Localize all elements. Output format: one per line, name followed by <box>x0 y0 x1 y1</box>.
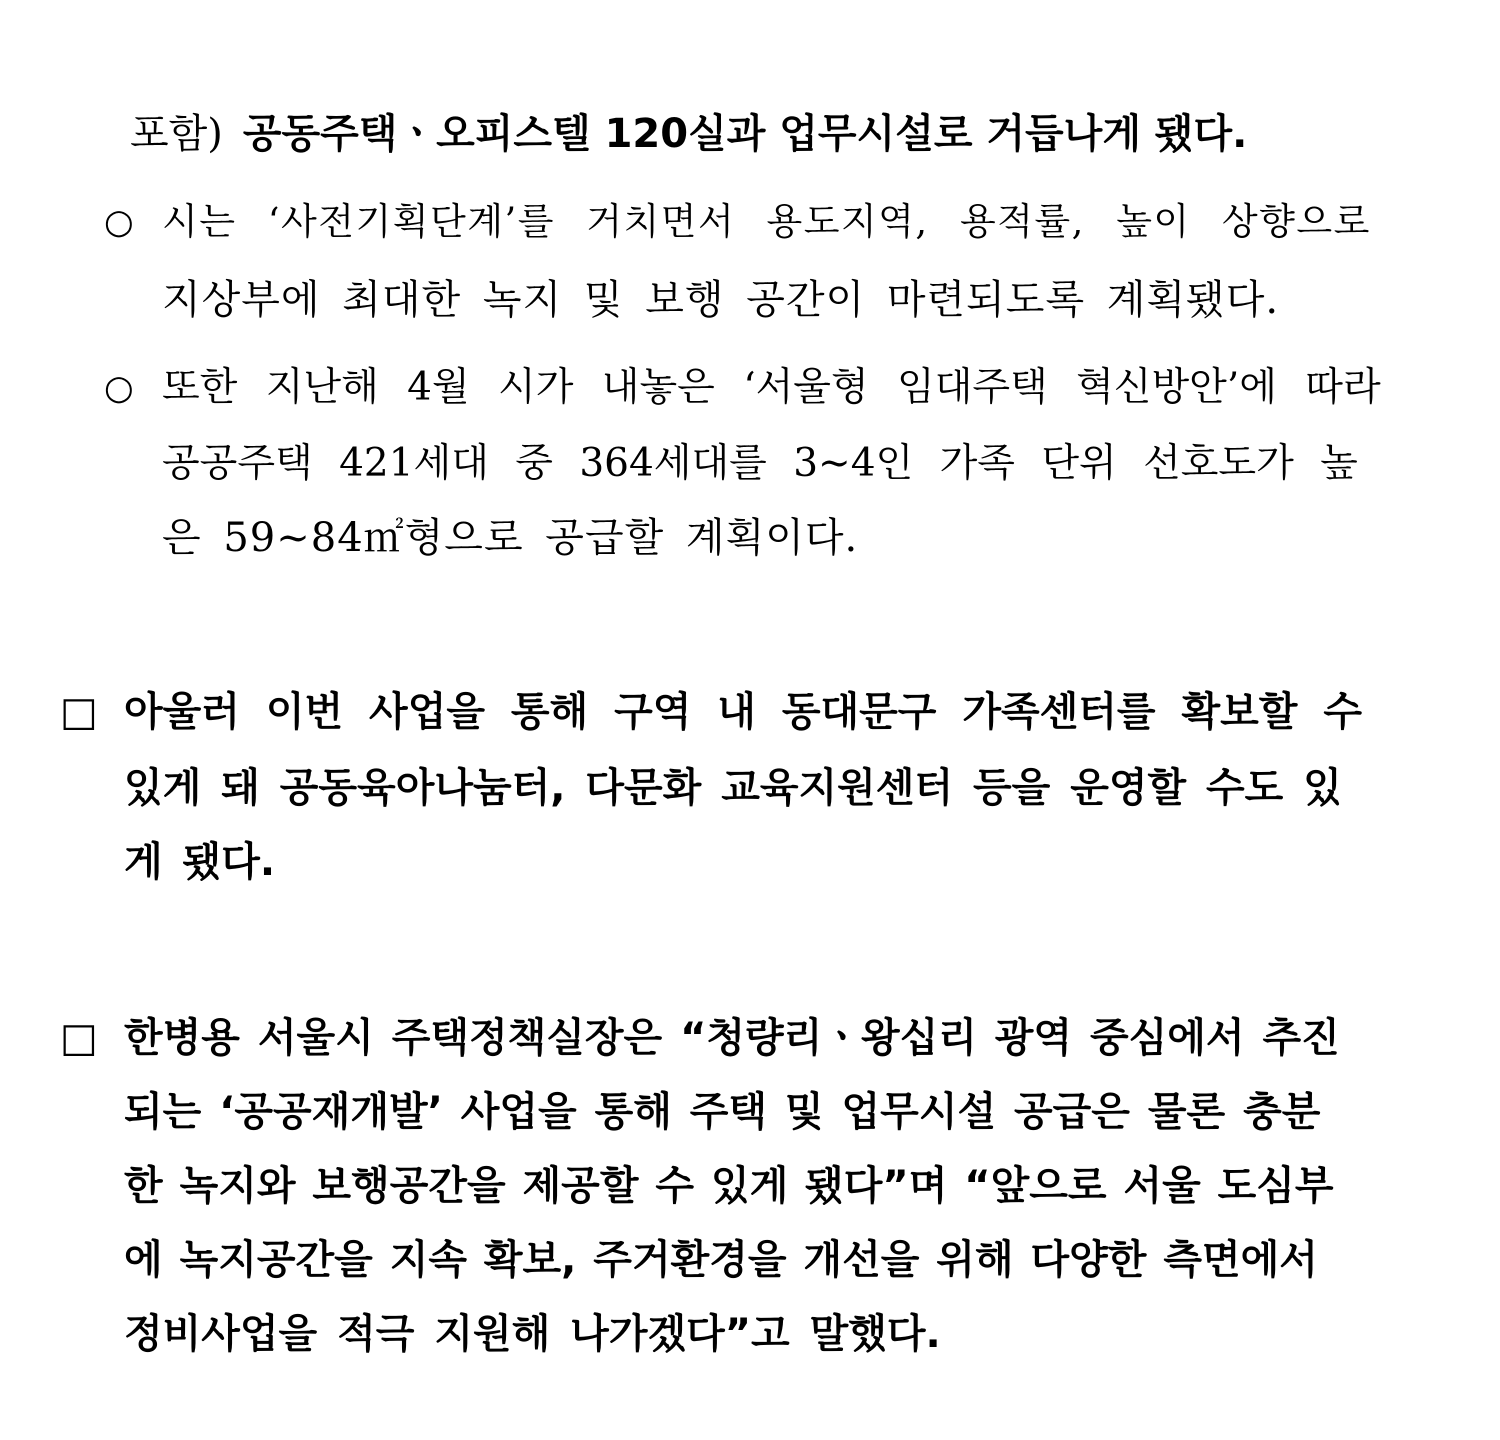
line-text: 시는 ‘사전기획단계’를 거치면서 용도지역, 용적률, 높이 상향으로 <box>162 200 1371 243</box>
main-item-2-line-5 <box>124 1310 941 1358</box>
line-text: 은 59~84㎡형으로 공급할 계획이다. <box>162 515 859 561</box>
bullet-circle-icon: ○ <box>104 368 134 408</box>
checkbox-square-icon: □ <box>60 1015 98 1061</box>
sub-item-2-line-1 <box>162 364 1384 412</box>
line-text: 정비사업을 적극 지원해 나가겠다”고 말했다. <box>124 1311 941 1357</box>
line-text: 에 녹지공간을 지속 확보, 주거환경을 개선을 위해 다양한 측면에서 <box>124 1237 1318 1283</box>
intro-text: 공동주택ㆍ오피스텔 120실과 업무시설로 거듭나게 됐다. <box>242 111 1248 157</box>
line-text: 아울러 이번 사업을 통해 구역 내 동대문구 가족센터를 확보할 수 <box>124 689 1362 735</box>
line-text: 공공주택 421세대 중 364세대를 3~4인 가족 단위 선호도가 높 <box>162 441 1358 486</box>
line-text: 있게 돼 공동육아나눔터, 다문화 교육지원센터 등을 운영할 수도 있 <box>124 765 1342 811</box>
line-text: 한병용 서울시 주택정책실장은 “청량리ㆍ왕십리 광역 중심에서 추진 <box>124 1015 1340 1061</box>
line-text: 한 녹지와 보행공간을 제공할 수 있게 됐다”며 “앞으로 서울 도심부 <box>124 1163 1334 1209</box>
main-item-1-line-2 <box>124 764 1386 812</box>
line-text: 지상부에 최대한 녹지 및 보행 공간이 마련되도록 계획됐다. <box>162 277 1280 323</box>
intro-lead: 포함) <box>130 111 223 157</box>
main-item-2-line-1 <box>124 1014 1386 1062</box>
line-text: 되는 ‘공공재개발’ 사업을 통해 주택 및 업무시설 공급은 물론 충분 <box>124 1089 1321 1135</box>
intro-line <box>130 110 1247 158</box>
sub-item-2-line-2 <box>162 440 1384 488</box>
main-item-2-line-4 <box>124 1236 1386 1284</box>
main-item-1-line-3 <box>124 838 275 886</box>
sub-item-1-line-1 <box>162 198 1384 246</box>
main-item-2-line-2 <box>124 1088 1386 1136</box>
sub-item-2-line-3 <box>162 514 858 562</box>
checkbox-square-icon: □ <box>60 689 98 735</box>
main-item-1-line-1 <box>124 688 1386 736</box>
sub-item-1-line-2 <box>162 276 1279 324</box>
line-text: 게 됐다. <box>124 839 276 885</box>
main-item-2-line-3 <box>124 1162 1386 1210</box>
bullet-circle-icon: ○ <box>104 202 134 242</box>
line-text: 또한 지난해 4월 시가 내놓은 ‘서울형 임대주택 혁신방안’에 따라 <box>162 365 1381 410</box>
